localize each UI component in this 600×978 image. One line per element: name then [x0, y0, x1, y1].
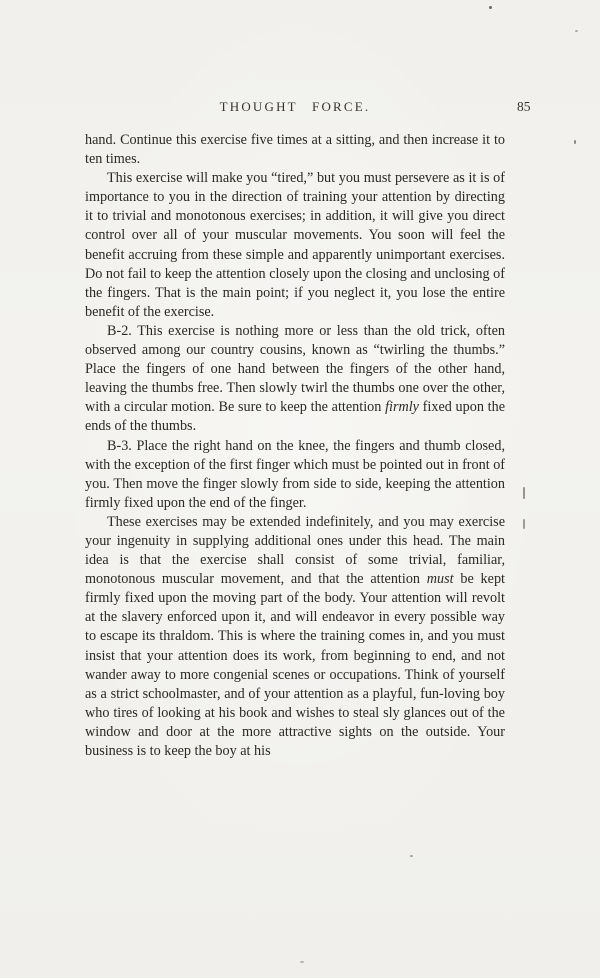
paragraph [85, 131, 505, 169]
page-body [85, 131, 505, 761]
text-run: B-2. This exercise is nothing more or less than the old trick, often observed among our country cousins, known as “twirling the thumbs.” Place the fingers of one hand between the fingers of the other hand, leaving the thumbs free. Then slowly twirl the thumbs one over the other, with a circular motion. Be sure to keep the attention [85, 322, 505, 416]
paragraph [85, 322, 505, 437]
scan-artifact [523, 519, 525, 529]
text-run: B-3. Place the right hand on the knee, the fingers and thumb closed, with the exception of the first finger which must be pointed out in front of you. Then move the finger slowly from side to side, keeping the attention firmly fixed upon the end of the finger. [85, 437, 506, 511]
scan-artifact [523, 487, 525, 499]
text-run: This exercise will make you “tired,” but you must persevere as it is of importance to you in the direction of training your attention by directing it to trivial and monotonous exercises; in addition, it will give you direct control over all of your muscular movements. You soon will feel the benefit accruing from these simple and apparently unimportant exercises. Do not fail to keep the attention closely upon the closing and unclosing of the fingers. That is the main point; if you neglect it, you lose the entire benefit of the exercise. [85, 170, 505, 320]
text-run: be kept firmly fixed upon the moving part of the body. Your attention will revolt at the slavery enforced upon it, and will endeavor in every possible way to escape its thraldom. This is where the training comes in, and you must insist that your attention does its work, from beginning to end, and not wander away to more congenial scenes or occupations. Think of yourself as a strict schoolmaster, and of your attention as a playful, fun-loving boy who tires of looking at his book and wishes to steal sly glances out of the window and door at the more attractive sights on the outside. Your business is to keep the boy at his [85, 571, 505, 759]
scan-artifact [300, 961, 304, 963]
text-run: hand. Continue this exercise five times at a sitting, and then increase it to ten times. [85, 132, 505, 168]
scan-artifact [574, 140, 576, 144]
scan-artifact [489, 6, 492, 9]
scan-artifact [575, 30, 578, 32]
page-header [85, 99, 531, 117]
text-run: These exercises may be extended indefinitely, and you may exercise your ingenuity in supplying additional ones under this head. The main idea is that the exercise shall consist of some trivial, familiar, monotonous muscular movement, and that the attention [85, 513, 505, 588]
italic-text-run: firmly [385, 399, 419, 416]
paragraph [85, 437, 505, 513]
paragraph [85, 513, 505, 761]
italic-text-run: must [426, 571, 454, 588]
paragraph [85, 169, 505, 322]
text-run: fixed upon the ends of the thumbs. [85, 399, 505, 435]
page-number: 85 [517, 99, 531, 114]
scan-artifact [410, 855, 413, 857]
running-head: THOUGHT FORCE. [219, 99, 371, 114]
